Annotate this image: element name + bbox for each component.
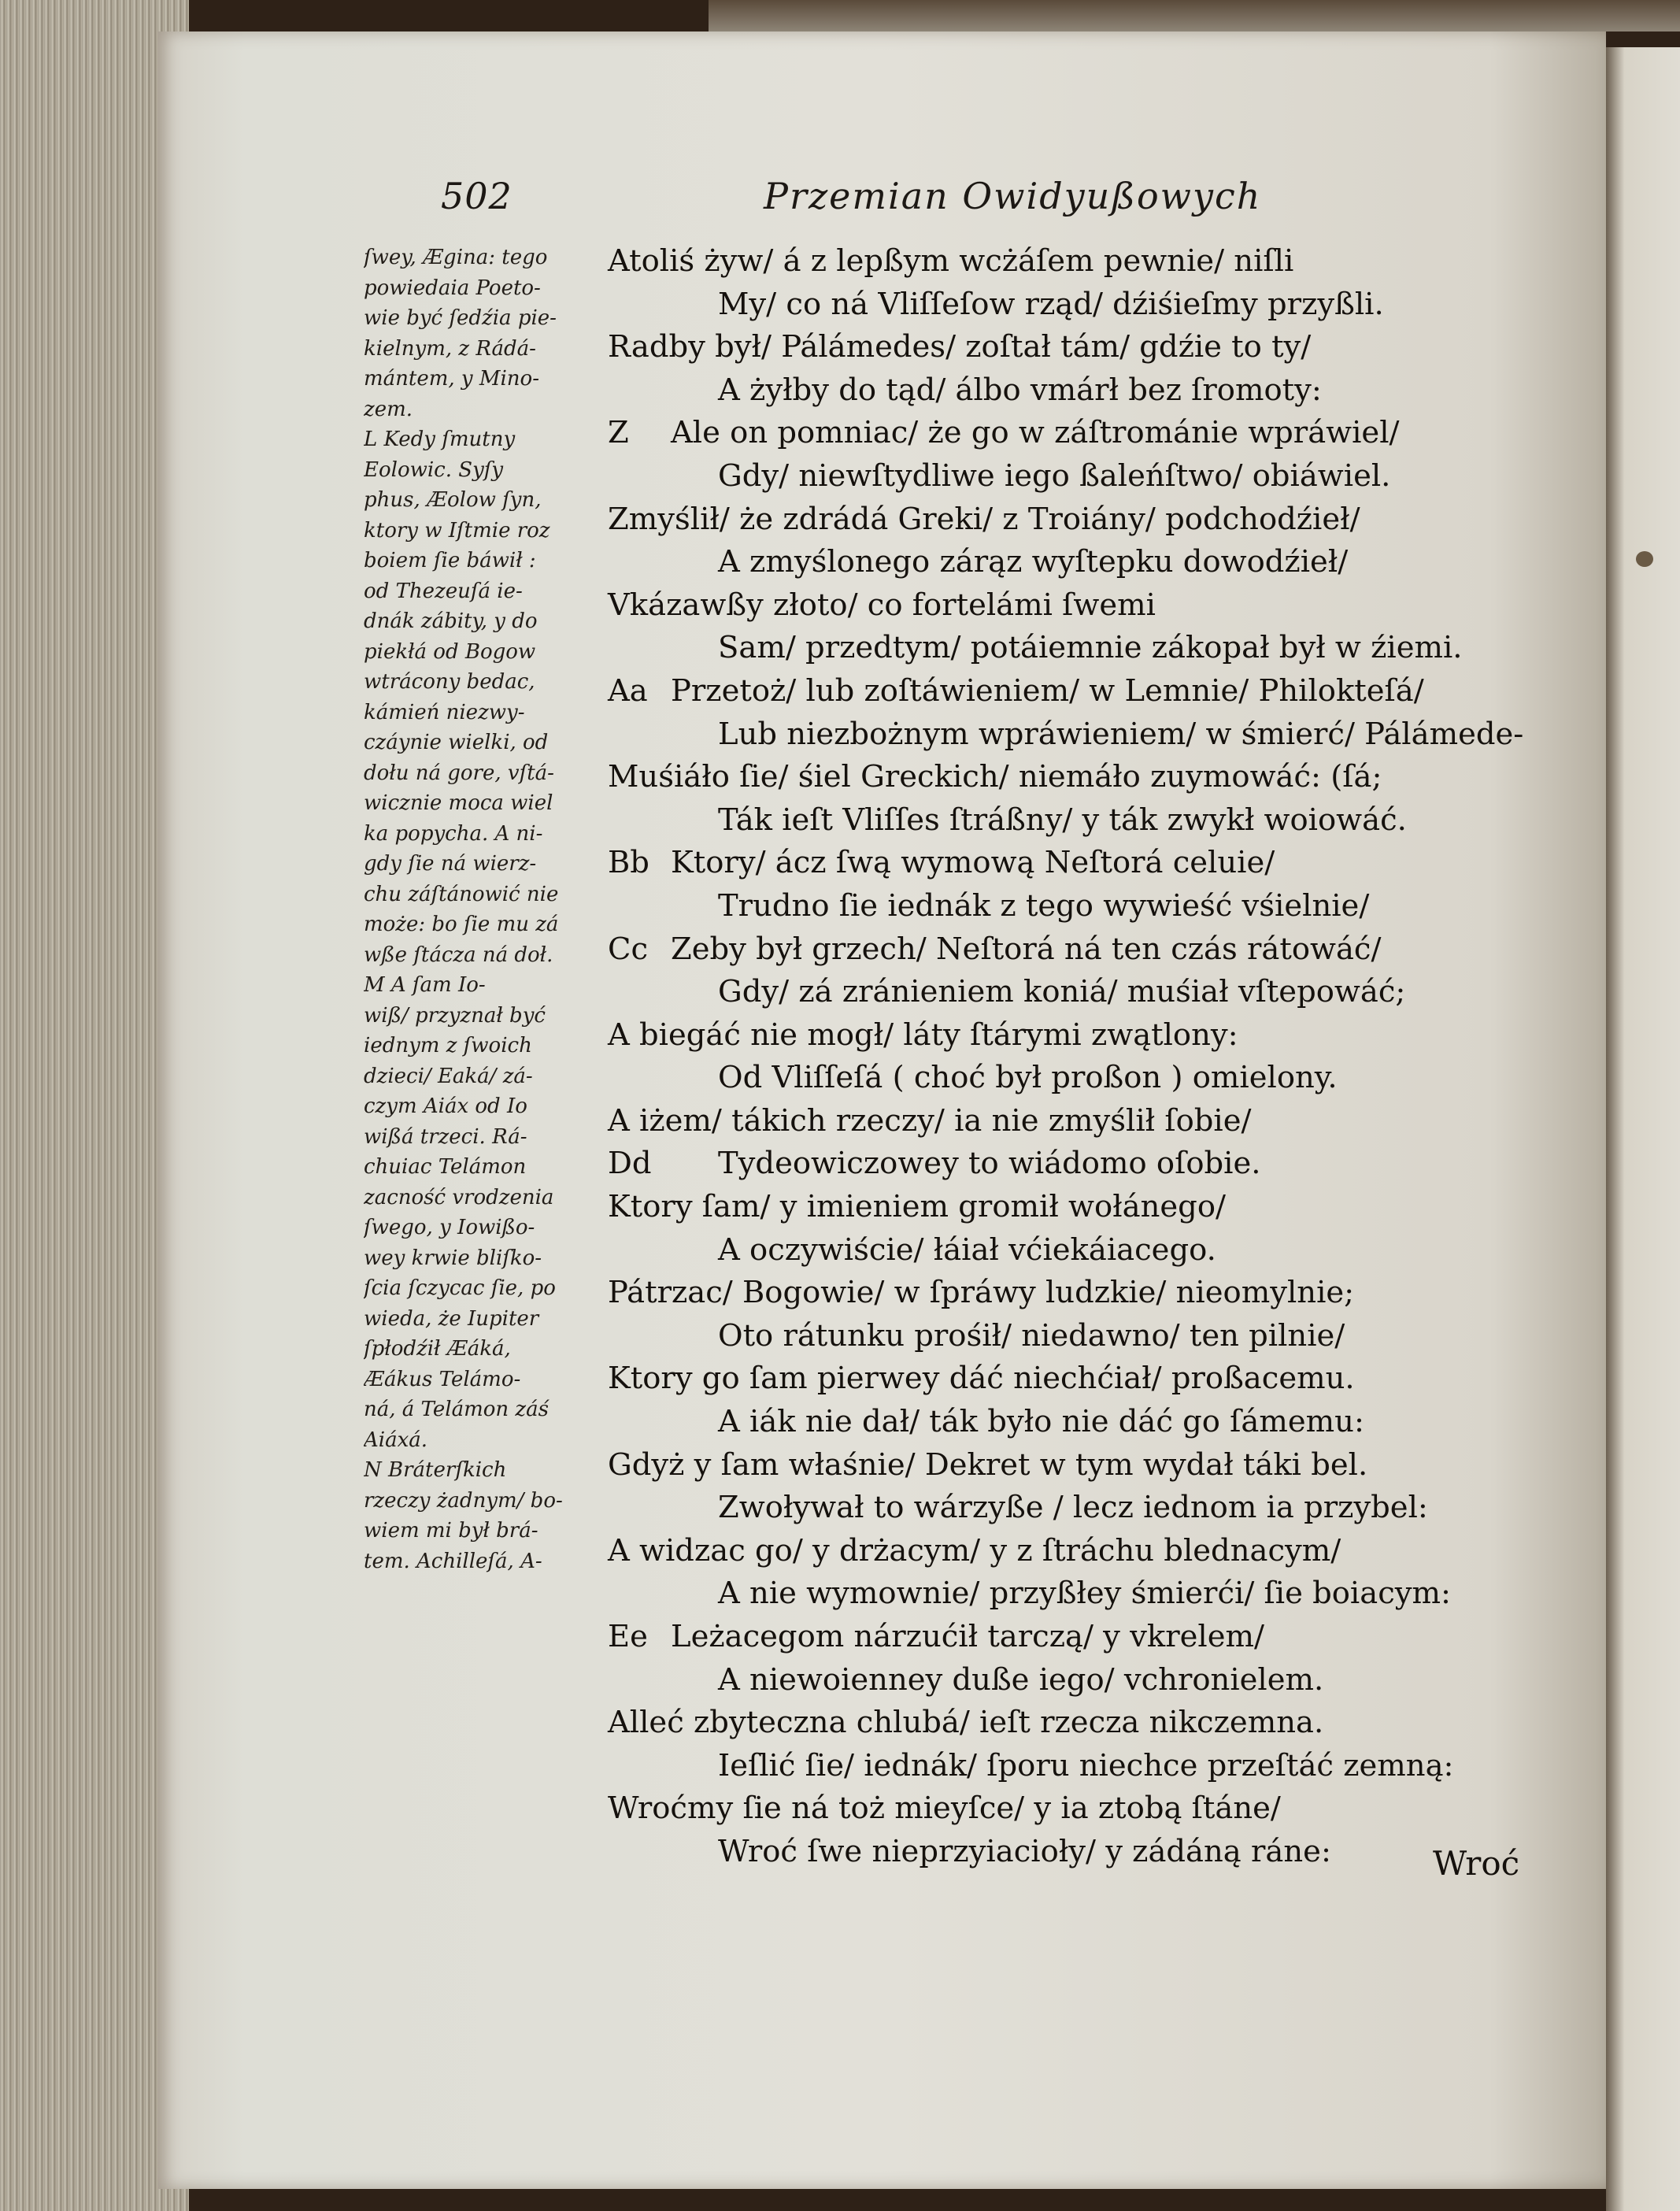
margin-note-line: kámień niezwy- xyxy=(364,700,525,724)
verse-text: Ktory/ ácz ſwą wymową Neſtorá celuie/ xyxy=(671,845,1275,881)
margin-note-line: M A ſam Io- xyxy=(364,973,486,997)
note-marker: Ee xyxy=(608,1619,648,1654)
margin-note-line: ſpłodźił Æáká, xyxy=(364,1337,511,1361)
verse-line xyxy=(608,369,1552,413)
verse-text: Lub niezbożnym wpráwieniem/ w śmierć/ Pálámede- xyxy=(718,716,1524,752)
book-title: Przemian Owidyußowych xyxy=(764,175,1262,217)
margin-note-line: zem. xyxy=(364,397,413,421)
verse-text: Gdyż y ſam właśnie/ Dekret w tym wydał táki bel. xyxy=(608,1446,1368,1483)
note-marker: Z xyxy=(608,415,629,451)
margin-note-line: chu záſtánowić nie xyxy=(364,882,559,906)
verse-line xyxy=(608,1745,1552,1788)
margin-note-line: gdy ſie ná wierz- xyxy=(364,852,537,876)
verse-text: A oczywiście/ łáiał vćiekáiacego. xyxy=(718,1231,1216,1268)
margin-note-line: zacność vrodzenia xyxy=(364,1185,554,1209)
margin-note-line: wtrácony bedac, xyxy=(364,670,535,694)
verse-text: A iák nie dał/ ták było nie dáć go ſámemu: xyxy=(718,1404,1364,1440)
verse-line xyxy=(608,799,1552,843)
margin-note-line: wiem mi był brá- xyxy=(364,1519,538,1543)
verse-column xyxy=(608,240,1552,1874)
verse-text: A żyłby do tąd/ álbo vmárł bez ſromoty: xyxy=(718,372,1322,408)
margin-note-line: piekłá od Bogow xyxy=(364,639,536,664)
verse-line xyxy=(608,1444,1552,1487)
margin-note-line: iednym z ſwoich xyxy=(364,1034,532,1057)
margin-note-line: chuiac Telámon xyxy=(364,1155,527,1179)
note-marker: Aa xyxy=(608,672,648,709)
margin-note-line: tem. Achilleſá, A- xyxy=(364,1549,542,1573)
verse-text: Ieſlić ſie/ iednák/ ſporu niechce przeſtáć zemną: xyxy=(718,1747,1454,1783)
margin-note-line: Aiáxá. xyxy=(364,1428,428,1452)
margin-note-line: mántem, y Mino- xyxy=(364,367,539,391)
margin-note-line: wieda, że Iupiter xyxy=(364,1306,539,1331)
verse-text: A iżem/ tákich rzeczy/ ia nie zmyślił ſobie/ xyxy=(608,1102,1252,1139)
verse-line xyxy=(608,627,1552,670)
verse-text: Atoliś żyw/ á z lepßym wcżáſem pewnie/ niſli xyxy=(608,243,1294,279)
margin-note-line: wicznie moca wiel xyxy=(364,791,553,815)
verse-line xyxy=(608,1787,1552,1831)
verse-text: Ktory ſam/ y imieniem gromił wołánego/ xyxy=(608,1189,1226,1225)
margin-note-line: czym Aiáx od Io xyxy=(364,1094,527,1118)
margin-note-line: powiedaia Poeto- xyxy=(364,276,541,300)
verse-text: Tydeowiczowey to wiádomo oſobie. xyxy=(718,1146,1261,1182)
verse-line xyxy=(608,842,1552,885)
verse-line xyxy=(608,1057,1552,1100)
margin-note-line: ná, á Telámon záś xyxy=(364,1398,549,1421)
verse-line xyxy=(608,1272,1552,1315)
verse-line xyxy=(608,1100,1552,1143)
top-page-edge xyxy=(709,0,1680,31)
catchword: Wroć xyxy=(1433,1844,1520,1883)
verse-line xyxy=(608,240,1552,283)
margin-note-line: czáynie wielki, od xyxy=(364,731,549,754)
note-marker: Cc xyxy=(608,931,649,967)
margin-notes xyxy=(364,243,604,1576)
note-marker: Dd xyxy=(608,1146,652,1182)
verse-line xyxy=(608,1530,1552,1573)
verse-text: Pátrzac/ Bogowie/ w ſpráwy ludzkie/ nieomylnie; xyxy=(608,1275,1355,1311)
verse-text: Zmyślił/ że zdrádá Greki/ z Troiány/ podchodźieł/ xyxy=(608,501,1360,537)
margin-note-line: wißá trzeci. Rá- xyxy=(364,1124,527,1149)
verse-line xyxy=(608,1315,1552,1358)
verse-line xyxy=(608,1572,1552,1616)
verse-text: Od Vliſſeſá ( choć był proßon ) omielony. xyxy=(718,1060,1338,1096)
margin-note-line: wße ſtácza ná doł. xyxy=(364,943,553,967)
verse-line xyxy=(608,283,1552,327)
verse-text: Gdy/ zá zránieniem koniá/ muśiał vſtepowáć; xyxy=(718,974,1406,1010)
margin-note-line: kielnym, z Rádá- xyxy=(364,336,536,361)
verse-text: Muśiáło ſie/ śiel Greckich/ niemáło zuymowáć: (ſá; xyxy=(608,759,1382,795)
verse-text: Ale on pomniac/ że go w záſtrománie wpráwiel/ xyxy=(671,415,1400,451)
margin-note-line: ſcia ſczycac ſie, po xyxy=(364,1276,556,1300)
verse-line xyxy=(608,455,1552,498)
verse-line xyxy=(608,1401,1552,1444)
margin-note-line: phus, Æolow ſyn, xyxy=(364,488,542,512)
margin-note-line: ka popycha. A ni- xyxy=(364,821,543,846)
verse-line xyxy=(608,412,1552,455)
margin-note-line: dzieci/ Eaká/ zá- xyxy=(364,1064,533,1088)
verse-text: Ták ieſt Vliſſes ſtráßny/ y ták zwykł woiowáć. xyxy=(718,802,1407,838)
verse-text: Ktory go ſam pierwey dáć niechćiał/ proßacemu. xyxy=(608,1361,1355,1397)
verse-text: Wroć ſwe nieprzyiacioły/ y zádáną ráne: xyxy=(718,1833,1331,1869)
verse-text: A biegáć nie mogł/ láty ſtárymi zwątlony: xyxy=(608,1017,1238,1053)
margin-note-line: dołu ná gore, vſtá- xyxy=(364,761,554,785)
verse-line xyxy=(608,584,1552,628)
margin-note-line: N Bráterſkich xyxy=(364,1458,507,1482)
right-page-edge xyxy=(1606,47,1680,2211)
verse-line xyxy=(608,1702,1552,1745)
verse-line xyxy=(608,1229,1552,1272)
verse-text: A niewoienney duße iego/ vchronielem. xyxy=(718,1661,1324,1698)
verse-text: Trudno ſie iednák z tego wywieść vśielnie/ xyxy=(718,887,1370,924)
verse-text: A widzac go/ y drżacym/ y z ſtráchu blednacym/ xyxy=(608,1532,1341,1568)
verse-text: My/ co ná Vliſſeſow rząd/ dźiśieſmy przyßli. xyxy=(718,286,1384,322)
verse-text: Sam/ przedtym/ potáiemnie zákopał był w źiemi. xyxy=(718,630,1463,666)
margin-note-line: ktory w Iſtmie roz xyxy=(364,518,550,543)
margin-note-line: ſwego, y Iowißo- xyxy=(364,1216,535,1239)
verse-text: Vkázawßy złoto/ co fortelámi ſwemi xyxy=(608,587,1156,623)
margin-note-line: wiß/ przyznał być xyxy=(364,1003,546,1028)
verse-text: Oto rátunku prośił/ niedawno/ ten pilnie/ xyxy=(718,1317,1345,1354)
verse-line xyxy=(608,541,1552,584)
verse-text: Wroćmy ſie ná toż mieyſce/ y ia ztobą ſtáne/ xyxy=(608,1791,1281,1827)
verse-text: Przetoż/ lub zoſtáwieniem/ w Lemnie/ Philokteſá/ xyxy=(671,672,1424,709)
verse-line xyxy=(608,498,1552,542)
wormhole-icon xyxy=(1636,551,1653,567)
running-head xyxy=(441,175,1338,230)
margin-note-line: L Kedy ſmutny xyxy=(364,428,516,451)
margin-note-line: rzeczy żadnym/ bo- xyxy=(364,1488,563,1513)
verse-line xyxy=(608,971,1552,1014)
verse-line xyxy=(608,670,1552,713)
verse-text: Zwoływał to wárzyße / lecz iednom ia przybel: xyxy=(718,1490,1428,1526)
margin-note-line: Eolowic. Syſy xyxy=(364,457,504,482)
verse-line xyxy=(608,1357,1552,1401)
margin-note-line: może: bo ſie mu zá xyxy=(364,913,559,936)
verse-line xyxy=(608,756,1552,799)
margin-note-line: boiem ſie báwił : xyxy=(364,549,536,572)
verse-text: A nie wymownie/ przyßłey śmierći/ ſie boiacym: xyxy=(718,1576,1451,1612)
verse-line xyxy=(608,713,1552,757)
verse-text: Radby był/ Pálámedes/ zoſtał tám/ gdźie to ty/ xyxy=(608,329,1312,365)
verse-text: Gdy/ niewſtydliwe iego ßaleńſtwo/ obiáwiel. xyxy=(718,457,1391,494)
margin-note-line: wie być ſedźia pie- xyxy=(364,306,557,330)
margin-note-line: od Thezeuſá ie- xyxy=(364,579,523,603)
page-number: 502 xyxy=(441,175,513,217)
verse-line xyxy=(608,326,1552,369)
margin-note-line: Æákus Telámo- xyxy=(364,1367,521,1391)
verse-text: Zeby był grzech/ Neſtorá ná ten czás rátowáć/ xyxy=(671,931,1382,967)
verse-line xyxy=(608,1659,1552,1702)
verse-line xyxy=(608,928,1552,972)
verse-line xyxy=(608,1616,1552,1659)
note-marker: Bb xyxy=(608,845,649,881)
verse-text: Leżacegom nárzućił tarczą/ y vkrelem/ xyxy=(671,1619,1265,1654)
verse-text: Alleć zbyteczna chlubá/ ieſt rzecza nikczemna. xyxy=(608,1705,1324,1741)
verse-line xyxy=(608,1831,1552,1874)
verse-line xyxy=(608,1014,1552,1057)
verse-line xyxy=(608,1143,1552,1186)
margin-note-line: wey krwie bliſko- xyxy=(364,1246,542,1270)
margin-note-line: ſwey, Ægina: tego xyxy=(364,246,548,269)
verse-line xyxy=(608,1487,1552,1530)
verse-text: A zmyślonego zárąz wyſtepku dowodźieł/ xyxy=(718,544,1349,580)
margin-note-line: dnák zábity, y do xyxy=(364,609,538,633)
verse-line xyxy=(608,1186,1552,1229)
verse-line xyxy=(608,885,1552,928)
